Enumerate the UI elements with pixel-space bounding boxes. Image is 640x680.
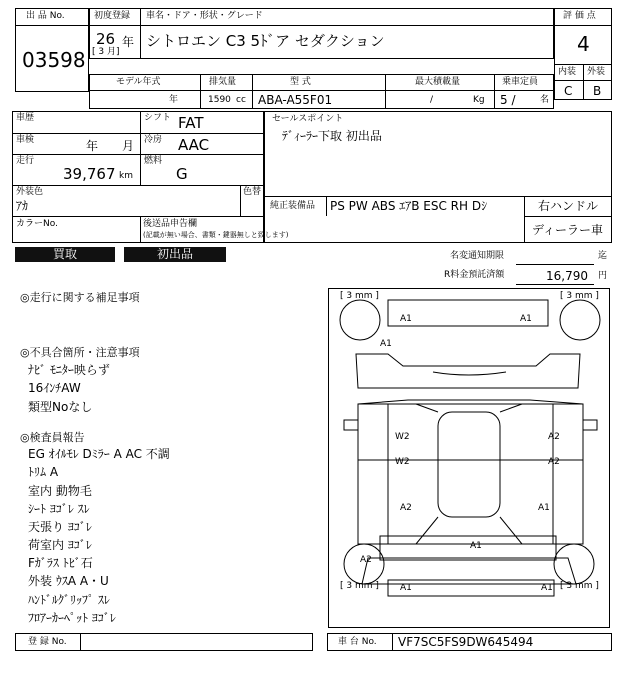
lot-number: 03598 xyxy=(22,48,86,72)
inspection-label: 車検 xyxy=(16,135,35,145)
grade-label: 評 価 点 xyxy=(563,11,596,21)
sales-point-label: セールスポイント xyxy=(272,114,344,124)
inspector-item: ｼｰﾄ ﾖｺﾞﾚ ｽﾚ xyxy=(28,502,90,516)
chassis-label: 車 台 No. xyxy=(338,637,377,647)
damage-mark: A1 xyxy=(520,314,532,324)
equipment-label: 純正装備品 xyxy=(270,201,316,211)
damage-mark: A1 xyxy=(470,541,482,551)
damage-mark: A2 xyxy=(548,457,560,467)
recycle-label: R料金預託済額 xyxy=(444,270,505,280)
color-value: ｱｶ xyxy=(16,199,29,213)
damage-mark: A1 xyxy=(400,583,412,593)
exterior-label: 外装 xyxy=(587,67,606,77)
recolor-label: 色替 xyxy=(243,187,262,197)
damage-diagram xyxy=(328,288,610,628)
hood-outline xyxy=(356,354,580,388)
equipment-value: PS PW ABS ｴｱB ESC RH Dｼ xyxy=(330,199,488,213)
inspector-item: Fｶﾞﾗｽ ﾄﾋﾞ石 xyxy=(28,556,93,570)
body-outline xyxy=(358,404,583,544)
corner-tag: [ 3 mm ] xyxy=(560,581,599,591)
reg-month: [ 3 月] xyxy=(92,47,120,57)
model-label: 型 式 xyxy=(290,77,311,87)
inspector-item: 外装 ｳｽA A・U xyxy=(28,574,109,588)
wheel-front-right xyxy=(560,300,600,340)
shift-label: シフト xyxy=(144,113,172,123)
first-listing-bar: 初出品 xyxy=(124,247,226,262)
corner-tag: [ 3 mm ] xyxy=(560,291,599,301)
inspector-item: ﾄﾘﾑ A xyxy=(28,465,59,479)
inspector-item: 荷室内 ﾖｺﾞﾚ xyxy=(28,538,92,552)
inspector-item: ﾊﾝﾄﾞﾙｸﾞﾘｯﾌﾟ ｽﾚ xyxy=(28,593,110,607)
inspector-item: ﾌﾛｱｰｶｰﾍﾟｯﾄ ﾖｺﾞﾚ xyxy=(28,611,116,625)
reg-year-unit: 年 xyxy=(122,35,135,49)
recycle-value: 16,790 xyxy=(546,269,588,283)
damage-mark: A2 xyxy=(400,503,412,513)
hood-line xyxy=(433,372,506,375)
dealer-value: ディーラー車 xyxy=(532,223,604,237)
capacity-value: 5 / xyxy=(500,93,516,107)
model-year-unit: 年 xyxy=(169,95,179,105)
sales-point-text: ﾃﾞｨｰﾗｰ下取 初出品 xyxy=(282,129,382,143)
notice-unit: 迄 xyxy=(598,251,608,261)
ac-label: 冷房 xyxy=(144,135,163,145)
inspector-item: 天張り ﾖｺﾞﾚ xyxy=(28,520,92,534)
inspector-item: 室内 動物毛 xyxy=(28,484,92,498)
mileage-label: 走行 xyxy=(16,156,35,166)
damage-mark: A1 xyxy=(380,339,392,349)
capacity-label: 乗車定員 xyxy=(502,77,539,87)
displacement-unit: cc xyxy=(236,95,246,105)
defect-item: 類型Noなし xyxy=(28,400,93,414)
damage-mark: A1 xyxy=(538,503,550,513)
reg-no-label: 登 録 No. xyxy=(28,637,67,647)
reg-year: 26 xyxy=(96,30,116,48)
damage-mark: A2 xyxy=(548,432,560,442)
damage-mark: A1 xyxy=(400,314,412,324)
name-label: 車名・ドア・形状・グレード xyxy=(146,11,263,21)
interior-label: 内装 xyxy=(558,67,577,77)
chassis-number: VF7SC5FS9DW645494 xyxy=(398,635,534,649)
model-value: ABA-A55F01 xyxy=(258,93,333,107)
payload-label: 最大積載量 xyxy=(415,77,461,87)
color-label: 外装色 xyxy=(16,187,44,197)
damage-mark: W2 xyxy=(395,432,410,442)
damage-mark: A1 xyxy=(541,583,553,593)
mirror-right xyxy=(583,420,597,430)
inspection-year: 年 xyxy=(86,139,99,153)
mirror-left xyxy=(344,420,358,430)
payload-unit: Kg xyxy=(473,95,485,105)
aftermarket-label: 後送品申告欄 xyxy=(143,219,198,229)
payload-value: / xyxy=(430,95,434,105)
defects-header: ◎不具合箇所・注意事項 xyxy=(20,346,140,359)
pillar-lines xyxy=(416,404,522,544)
history-label: 車歴 xyxy=(16,113,35,123)
mileage-value: 39,767 xyxy=(63,165,116,183)
first-reg-label: 初度登録 xyxy=(94,11,131,21)
corner-tag: [ 3 mm ] xyxy=(340,291,379,301)
color-no-label: カラーNo. xyxy=(16,219,58,229)
wheel-front-left xyxy=(340,300,380,340)
diagram-frame xyxy=(329,289,610,628)
defect-item: ﾅﾋﾞ ﾓﾆﾀｰ映らず xyxy=(28,363,110,377)
mileage-unit: km xyxy=(119,171,133,181)
ac-value: AAC xyxy=(178,136,210,154)
corner-tag: [ 3 mm ] xyxy=(340,581,379,591)
roof-outline xyxy=(438,412,500,517)
damage-mark: W2 xyxy=(395,457,410,467)
notice-label: 名変通知期限 xyxy=(450,251,505,261)
fuel-label: 燃料 xyxy=(144,156,163,166)
capacity-unit: 名 xyxy=(540,95,550,105)
overall-grade: 4 xyxy=(577,32,590,56)
rear-bumper-outline xyxy=(388,580,554,596)
damage-mark: A2 xyxy=(360,555,372,565)
displacement-label: 排気量 xyxy=(209,77,237,87)
inspection-month: 月 xyxy=(122,139,135,153)
defect-item: 16ｲﾝﾁAW xyxy=(28,381,81,395)
car-name: シトロエン C3 5ﾄﾞア セダクション xyxy=(146,32,385,50)
interior-grade: C xyxy=(564,84,573,98)
aftermarket-note: (記載が無い場合、書類・鍵器無しと致します) xyxy=(143,231,289,239)
body-top-line xyxy=(358,400,583,404)
inspector-item: EG ｵｲﾙﾓﾚ Dﾐﾗｰ A AC 不調 xyxy=(28,447,170,461)
rear-panel-outline xyxy=(380,536,556,560)
lot-label: 出 品 No. xyxy=(26,11,65,21)
recycle-unit: 円 xyxy=(598,271,608,281)
model-year-label: モデル年式 xyxy=(116,77,161,87)
shift-value: FAT xyxy=(178,114,204,132)
fuel-value: G xyxy=(176,165,188,183)
driving-header: ◎走行に関する補足事項 xyxy=(20,291,140,304)
buy-bar: 買取 xyxy=(15,247,115,262)
displacement-value: 1590 xyxy=(208,95,231,105)
steering-value: 右ハンドル xyxy=(538,199,599,213)
inspector-header: ◎検査員報告 xyxy=(20,431,85,444)
exterior-grade: B xyxy=(593,84,602,98)
